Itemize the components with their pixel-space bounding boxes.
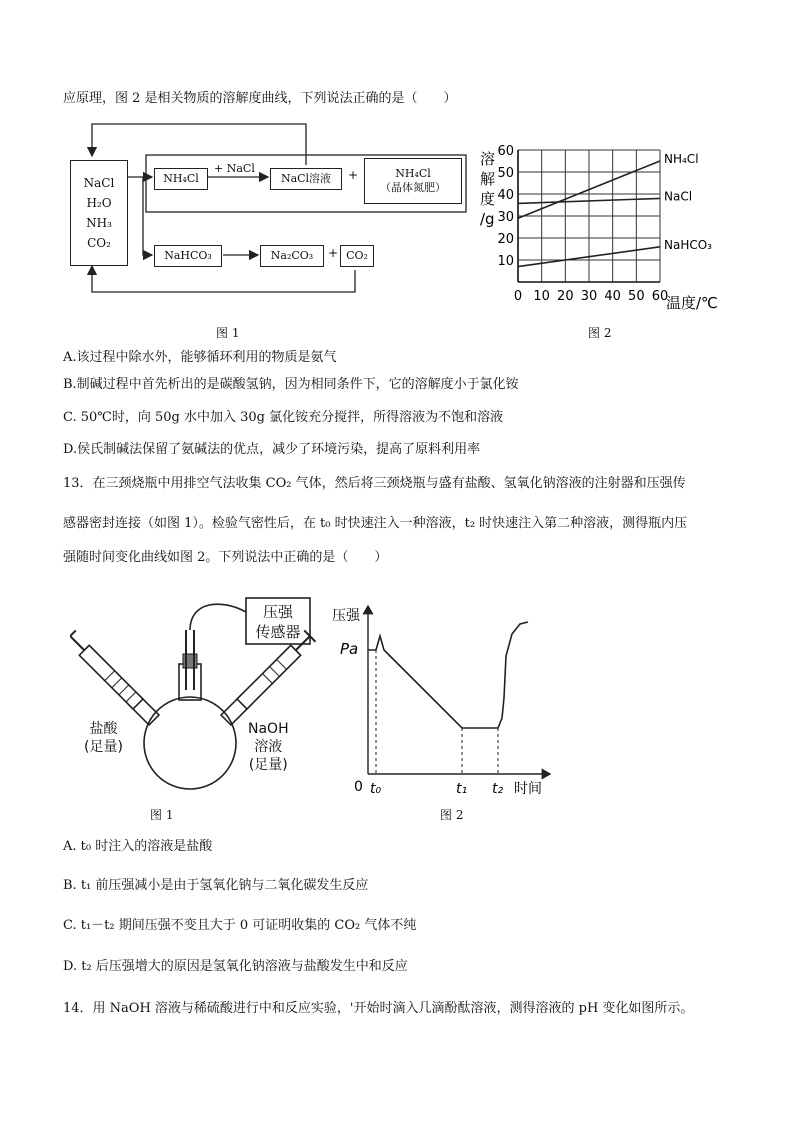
x-tick-20: 20: [557, 289, 574, 304]
hcl-amount-label: (足量): [84, 739, 123, 755]
q12-option-c: C. 50℃时，向 50g 水中加入 30g 氯化铵充分搅拌，所得溶液为不饱和溶液: [63, 410, 504, 425]
graph-t0: t₀: [370, 781, 382, 797]
pressure-graph-caption: 图 2: [440, 808, 464, 822]
y-tick-30: 30: [497, 210, 514, 225]
naoh-amount-label: (足量): [248, 757, 288, 773]
y-tick-40: 40: [497, 188, 514, 203]
apparatus-figure: [70, 580, 340, 805]
nh4cl-crystal-box: [364, 158, 462, 204]
nh4cl-crystal-formula: NH₄Cl: [395, 167, 431, 180]
x-tick-30: 30: [580, 289, 598, 304]
series-label-nahco3: NaHCO₃: [664, 237, 712, 252]
plus-sign-1: +: [348, 168, 359, 182]
x-axis-label: 温度/℃: [666, 294, 718, 312]
reactant-nh3: NH₃: [86, 216, 112, 230]
y-label-part-2: 解: [480, 170, 496, 188]
reactant-nacl: NaCl: [83, 176, 115, 190]
nahco3-box: NaHCO₃: [154, 245, 222, 267]
chart-labels: [480, 144, 718, 312]
q13-stem-line-1: 13．在三颈烧瓶中用排空气法收集 CO₂ 气体，然后将三颈烧瓶与盛有盐酸、氢氧化钠溶液的注射器和压强传: [63, 476, 686, 491]
co2-box: CO₂: [340, 245, 374, 267]
figure-1-caption: 图 1: [216, 326, 240, 340]
naoh-label: NaOH: [248, 721, 289, 737]
reactant-box: [70, 160, 128, 266]
solubility-chart: [476, 136, 736, 326]
process-arrows: [68, 122, 478, 302]
graph-t1: t₁: [456, 781, 468, 797]
series-label-nacl: NaCl: [664, 189, 693, 204]
q12-option-d: D.侯氏制碱法保留了氨碱法的优点，减少了环境污染，提高了原料利用率: [63, 442, 481, 457]
graph-xlabel: 时间: [514, 781, 542, 797]
q12-option-a: A.该过程中除水外，能够循环利用的物质是氨气: [63, 350, 337, 365]
figure-1-process-diagram: [68, 122, 478, 302]
graph-ylabel: 压强: [332, 608, 360, 624]
reactant-co2: CO₂: [87, 236, 111, 250]
y-tick-50: 50: [497, 166, 514, 181]
x-tick-40: 40: [604, 289, 621, 304]
plus-sign-2: +: [328, 246, 339, 260]
na2co3-box: Na₂CO₃: [260, 245, 324, 267]
nacl-solution-box: NaCl溶液: [270, 168, 342, 190]
nh4cl-box: NH₄Cl: [154, 168, 208, 190]
q13-option-c: C. t₁－t₂ 期间压强不变且大于 0 可证明收集的 CO₂ 气体不纯: [63, 918, 417, 933]
q13-option-a: A. t₀ 时注入的溶液是盐酸: [63, 839, 213, 854]
y-label-part-1: 溶: [480, 150, 496, 168]
graph-t2: t₂: [492, 781, 504, 797]
q13-option-d: D. t₂ 后压强增大的原因是氢氧化钠溶液与盐酸发生中和反应: [63, 959, 408, 974]
y-tick-60: 60: [497, 144, 514, 159]
sensor-label-2: 传感器: [255, 623, 301, 641]
q14-stem: 14．用 NaOH 溶液与稀硫酸进行中和反应实验，'开始时滴入几滴酚酞溶液，测得溶液的 pH 变化如图所示。: [63, 1001, 694, 1016]
x-tick-10: 10: [533, 289, 550, 304]
q12-intro: 应原理，图 2 是相关物质的溶解度曲线，下列说法正确的是（ ）: [63, 91, 457, 106]
pressure-graph: [330, 598, 560, 808]
naoh-solution-label: 溶液: [254, 739, 283, 755]
q13-option-b: B. t₁ 前压强减小是由于氢氧化钠与二氧化碳发生反应: [63, 878, 369, 893]
x-tick-50: 50: [628, 289, 645, 304]
y-tick-20: 20: [497, 232, 514, 247]
apparatus-caption: 图 1: [150, 808, 174, 822]
q13-stem-line-3: 强随时间变化曲线如图 2。下列说法中正确的是（ ）: [63, 550, 388, 565]
q13-stem-line-2: 感器密封连接（如图 1）。检验气密性后，在 t₀ 时快速注入一种溶液，t₂ 时快速注入第二种溶液，测得瓶内压: [63, 516, 688, 531]
sensor-label-1: 压强: [262, 603, 293, 621]
x-tick-0: 0: [513, 289, 523, 304]
plus-nacl-label: + NaCl: [214, 162, 255, 175]
graph-pa-label: Pa: [340, 640, 359, 658]
q12-option-b: B.制碱过程中首先析出的是碳酸氢钠，因为相同条件下，它的溶解度小于氯化铵: [63, 377, 519, 392]
graph-origin: 0: [354, 779, 363, 795]
series-label-nh4cl: NH₄Cl: [664, 152, 699, 166]
y-label-part-3: 度: [480, 190, 496, 208]
y-label-part-4: /g: [480, 210, 495, 228]
y-tick-10: 10: [497, 254, 514, 269]
pressure-curve: [368, 622, 528, 728]
figure-2-caption: 图 2: [588, 326, 612, 340]
x-tick-60: 60: [651, 289, 669, 304]
reactant-h2o: H₂O: [86, 196, 112, 210]
hcl-label: 盐酸: [89, 721, 118, 737]
nh4cl-crystal-note: （晶体氮肥）: [380, 181, 446, 194]
